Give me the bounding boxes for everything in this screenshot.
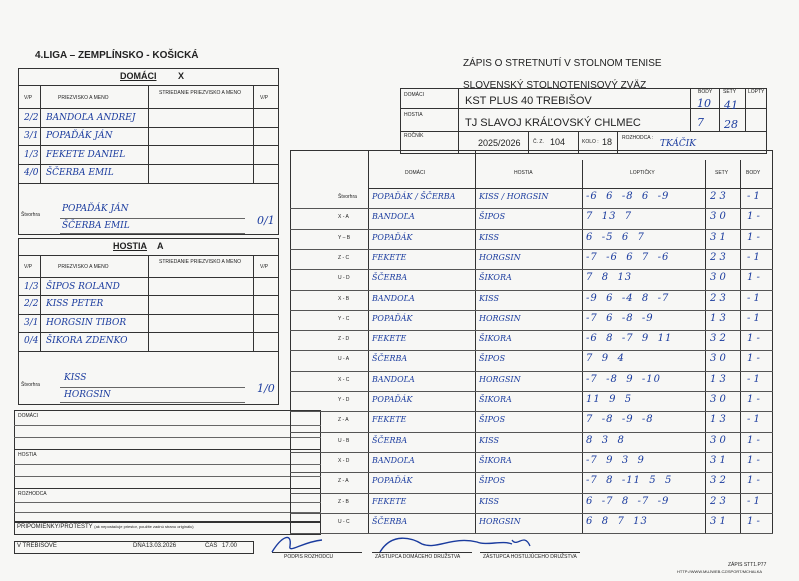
away-box-title: HOSTIA	[113, 241, 148, 251]
time-value: 17.00	[222, 543, 238, 549]
match-sets: 3 1	[710, 455, 726, 466]
match-code: U - A	[338, 356, 350, 362]
signature-home-label: ZÁSTUPCA DOMÁCEHO DRUŽSTVA	[375, 554, 461, 560]
match-away-player: ŠIPOS	[479, 476, 506, 485]
home-player-2-vp: 3/1	[24, 131, 39, 141]
season-value: 2025/2026	[478, 138, 521, 148]
lopty-header: LOPTY	[748, 89, 765, 95]
home-team-points: 10	[697, 97, 711, 110]
remarks-note: (ak nepostačuje priestor, použite zadnú stranu originálu)	[94, 524, 194, 529]
match-home-player: ŠČERBA	[372, 436, 408, 445]
match-home-player: POPAĎÁK	[372, 476, 413, 485]
signature-referee-label: PODPIS ROZHODCU	[284, 554, 334, 560]
match-home-player: BANDOĽA	[372, 294, 415, 303]
match-away-player: KISS	[479, 436, 499, 445]
match-code: X - B	[338, 296, 350, 302]
match-balls: -7 8 -11 5 5	[586, 475, 673, 486]
home-player-1-name: BANDOĽA ANDREJ	[46, 113, 136, 123]
match-body: - 1	[747, 293, 760, 304]
match-sets: 2 3	[710, 496, 726, 507]
match-body: 1 -	[747, 353, 760, 364]
match-home-player: ŠČERBA	[372, 273, 408, 282]
match-body: - 1	[747, 414, 760, 425]
match-balls: 7 13 7	[586, 211, 633, 222]
match-body: - 1	[747, 496, 760, 507]
remarks-title: PRIPOMIENKY/PROTESTY	[17, 524, 93, 530]
away-name-header: PRIEZVISKO A MENO	[58, 264, 109, 270]
match-home-player: POPAĎÁK	[372, 395, 413, 404]
signature-away-label: ZÁSTUPCA HOSTUJÚCEHO DRUŽSTVA	[483, 554, 577, 560]
table-row-divider	[290, 229, 773, 230]
matches-home-header: DOMÁCI	[405, 170, 425, 176]
home-vp-header: V/P	[24, 95, 33, 101]
sety-header: SETY	[723, 89, 737, 95]
match-balls: -7 6 -8 -9	[586, 313, 654, 324]
footer-code: ZÁPIS STT1.P77	[728, 562, 767, 568]
match-balls: 11 9 5	[586, 394, 633, 405]
match-body: 1 -	[747, 516, 760, 527]
match-code: Z - B	[338, 499, 349, 505]
notes-rozhodca-label: ROZHODCA	[18, 491, 47, 497]
match-body: - 1	[747, 313, 760, 324]
match-code: Y – B	[338, 235, 351, 241]
match-balls: -7 -8 9 -10	[586, 374, 662, 385]
cz-value: 104	[550, 137, 566, 147]
match-away-player: HORGSIN	[479, 375, 521, 384]
match-body: 1 -	[747, 455, 760, 466]
away-doubles-player-2: HORGSIN	[64, 390, 111, 400]
away-team-label: HOSTIA	[404, 112, 423, 118]
body-header: BODY	[698, 89, 713, 95]
away-player-3-vp: 3/1	[24, 318, 39, 328]
match-away-player: ŠIKORA	[479, 395, 512, 404]
table-row-divider	[290, 290, 773, 291]
home-doubles-player-2: ŠČERBA EMIL	[62, 221, 130, 231]
match-away-player: KISS	[479, 294, 499, 303]
match-away-player: ŠIPOS	[479, 212, 506, 221]
away-player-2-name: KISS PETER	[46, 299, 104, 309]
match-code: X - D	[338, 458, 350, 464]
match-code: U - D	[338, 275, 350, 281]
table-row-divider	[290, 533, 773, 534]
match-code: Štvorhra	[338, 194, 357, 200]
home-doubles-label: Štvorhra	[21, 212, 40, 218]
place-label: V TREBIŠOVE	[17, 543, 57, 549]
federation: SLOVENSKÝ STOLNOTENISOVÝ ZVÄZ	[463, 80, 647, 91]
match-home-player: FEKETE	[372, 253, 407, 262]
match-code: X - A	[338, 214, 349, 220]
away-team-name: TJ SLAVOJ KRÁĽOVSKÝ CHLMEC	[465, 117, 641, 129]
remarks-label	[17, 524, 194, 530]
away-team-points: 7	[697, 116, 704, 129]
home-team-label: DOMÁCI	[404, 92, 424, 98]
match-balls: 6 -5 6 7	[586, 232, 645, 243]
time-label: ČAS	[205, 543, 218, 549]
match-code: Y - C	[338, 316, 350, 322]
away-box-mark: A	[157, 241, 164, 251]
table-row-divider	[290, 432, 773, 433]
match-away-player: HORGSIN	[479, 253, 521, 262]
match-balls: -7 9 3 9	[586, 455, 645, 466]
match-sets: 3 1	[710, 516, 726, 527]
match-home-player: ŠČERBA	[372, 354, 408, 363]
match-balls: 7 9 4	[586, 353, 625, 364]
away-doubles-label: Štvorhra	[21, 382, 40, 388]
notes-hostia-label: HOSTIA	[18, 452, 37, 458]
away-vp-header: V/P	[24, 264, 33, 270]
table-row-divider	[290, 269, 773, 270]
table-row-divider	[290, 391, 773, 392]
match-away-player: HORGSIN	[479, 517, 521, 526]
table-row-divider	[290, 310, 773, 311]
match-home-player: POPAĎÁK	[372, 233, 413, 242]
home-player-4-name: ŠČERBA EMIL	[46, 168, 114, 178]
match-code: Z - A	[338, 478, 349, 484]
match-balls: 7 -8 -9 -8	[586, 414, 654, 425]
rozhodca-value: TKÁČIK	[660, 139, 697, 149]
match-body: 1 -	[747, 272, 760, 283]
matches-balls-header: LOPTIČKY	[630, 170, 655, 176]
table-row-divider	[290, 208, 773, 209]
date-label: DŇA	[133, 543, 146, 549]
kolo-label: KOLO :	[582, 139, 599, 145]
match-body: 1 -	[747, 394, 760, 405]
match-home-player: BANDOĽA	[372, 212, 415, 221]
away-doubles-result: 1/0	[257, 382, 275, 395]
match-sets: 3 0	[710, 353, 726, 364]
match-home-player: FEKETE	[372, 497, 407, 506]
match-body: 1 -	[747, 333, 760, 344]
match-sets: 3 0	[710, 211, 726, 222]
home-team-name: KST PLUS 40 TREBIŠOV	[465, 95, 592, 107]
season-label: ROČNÍK	[404, 133, 424, 139]
match-sets: 3 2	[710, 333, 726, 344]
away-player-4-vp: 0/4	[24, 336, 39, 346]
match-body: 1 -	[747, 435, 760, 446]
table-row-divider	[290, 371, 773, 372]
match-sets: 2 3	[710, 191, 726, 202]
home-team-sets: 41	[724, 99, 738, 112]
table-row-divider	[290, 513, 773, 514]
home-vp-header-2: V/P	[260, 95, 269, 101]
match-home-player: FEKETE	[372, 334, 407, 343]
home-name-header: PRIEZVISKO A MENO	[58, 95, 109, 101]
match-body: - 1	[747, 374, 760, 385]
match-away-player: ŠIPOS	[479, 415, 506, 424]
match-balls: 6 8 7 13	[586, 516, 648, 527]
match-sets: 3 0	[710, 435, 726, 446]
match-balls: -9 6 -4 8 -7	[586, 293, 670, 304]
match-body: - 1	[747, 252, 760, 263]
match-code: Z - D	[338, 336, 350, 342]
match-balls: -6 8 -7 9 11	[586, 333, 673, 344]
home-doubles-result: 0/1	[257, 214, 275, 227]
match-sets: 3 2	[710, 475, 726, 486]
match-sets: 3 1	[710, 232, 726, 243]
away-player-2-vp: 2/2	[24, 299, 39, 309]
match-home-player: POPAĎÁK / ŠČERBA	[372, 192, 456, 201]
home-player-1-vp: 2/2	[24, 113, 39, 123]
match-code: Y - D	[338, 397, 350, 403]
match-balls: 6 -7 8 -7 -9	[586, 496, 670, 507]
footer-url: HTTP://WWW.MUJWEB.CZ/SPORT/MCHALKA	[677, 569, 763, 574]
notes-domaci-label: DOMÁCI	[18, 413, 38, 419]
home-player-3-name: FEKETE DANIEL	[46, 150, 126, 160]
match-sets: 1 3	[710, 374, 726, 385]
table-row-divider	[290, 350, 773, 351]
table-row-divider	[290, 493, 773, 494]
matches-body-header: BODY	[746, 170, 761, 176]
match-home-player: POPAĎÁK	[372, 314, 413, 323]
match-code: Z - C	[338, 255, 350, 261]
match-home-player: ŠČERBA	[372, 517, 408, 526]
match-away-player: ŠIPOS	[479, 354, 506, 363]
home-player-2-name: POPAĎÁK JÁN	[46, 131, 113, 141]
away-team-sets: 28	[724, 118, 738, 131]
away-sub-header: STRIEDANIE PRIEZVISKO A MENO	[159, 259, 241, 265]
away-player-3-name: HORGSIN TIBOR	[46, 318, 127, 328]
match-balls: 7 8 13	[586, 272, 633, 283]
match-balls: -6 6 -8 6 -9	[586, 191, 670, 202]
home-box-title: DOMÁCI	[120, 71, 157, 81]
notes-box	[14, 410, 321, 522]
match-away-player: KISS / HORGSIN	[479, 192, 549, 201]
form-title: ZÁPIS O STRETNUTÍ V STOLNOM TENISE	[463, 58, 662, 69]
table-row-divider	[290, 330, 773, 331]
match-away-player: KISS	[479, 497, 499, 506]
cz-label: Č. Z.	[533, 139, 544, 145]
match-sets: 1 3	[710, 313, 726, 324]
match-code: U - C	[338, 519, 350, 525]
home-player-4-vp: 4/0	[24, 168, 39, 178]
home-doubles-player-1: POPAĎÁK JÁN	[62, 204, 129, 214]
match-home-player: BANDOĽA	[372, 375, 415, 384]
rozhodca-label: ROZHODCA :	[622, 135, 654, 141]
match-away-player: ŠIKORA	[479, 273, 512, 282]
home-box-mark: X	[178, 71, 185, 81]
away-doubles-player-1: KISS	[64, 373, 87, 383]
match-home-player: BANDOĽA	[372, 456, 415, 465]
table-row-divider	[290, 452, 773, 453]
match-away-player: ŠIKORA	[479, 456, 512, 465]
kolo-value: 18	[602, 137, 613, 147]
date-value: 13.03.2026	[146, 543, 177, 549]
match-sets: 1 3	[710, 414, 726, 425]
away-vp-header-2: V/P	[260, 264, 269, 270]
match-body: - 1	[747, 191, 760, 202]
match-code: X - C	[338, 377, 350, 383]
away-player-4-name: ŠIKORA ZDENKO	[46, 336, 128, 346]
away-player-1-vp: 1/3	[24, 282, 39, 292]
matches-away-header: HOSTIA	[514, 170, 533, 176]
match-code: Z - A	[338, 417, 349, 423]
home-sub-header: STRIEDANIE PRIEZVISKO A MENO	[159, 90, 241, 96]
league-title: 4.LIGA – ZEMPLÍNSKO - KOŠICKÁ	[35, 50, 199, 61]
match-sets: 2 3	[710, 293, 726, 304]
match-home-player: FEKETE	[372, 415, 407, 424]
match-away-player: HORGSIN	[479, 314, 521, 323]
matches-sets-header: SETY	[715, 170, 729, 176]
match-sets: 3 0	[710, 272, 726, 283]
home-player-3-vp: 1/3	[24, 150, 39, 160]
match-code: U - B	[338, 438, 350, 444]
match-sets: 2 3	[710, 252, 726, 263]
table-row-divider	[290, 472, 773, 473]
match-body: 1 -	[747, 475, 760, 486]
match-away-player: KISS	[479, 233, 499, 242]
match-sets: 3 0	[710, 394, 726, 405]
match-away-player: ŠIKORA	[479, 334, 512, 343]
match-body: 1 -	[747, 211, 760, 222]
table-row-divider	[290, 411, 773, 412]
table-row-divider	[290, 249, 773, 250]
match-balls: 8 3 8	[586, 435, 625, 446]
match-body: 1 -	[747, 232, 760, 243]
away-player-1-name: ŠIPOS ROLAND	[46, 282, 120, 292]
match-balls: -7 -6 6 7 -6	[586, 252, 670, 263]
